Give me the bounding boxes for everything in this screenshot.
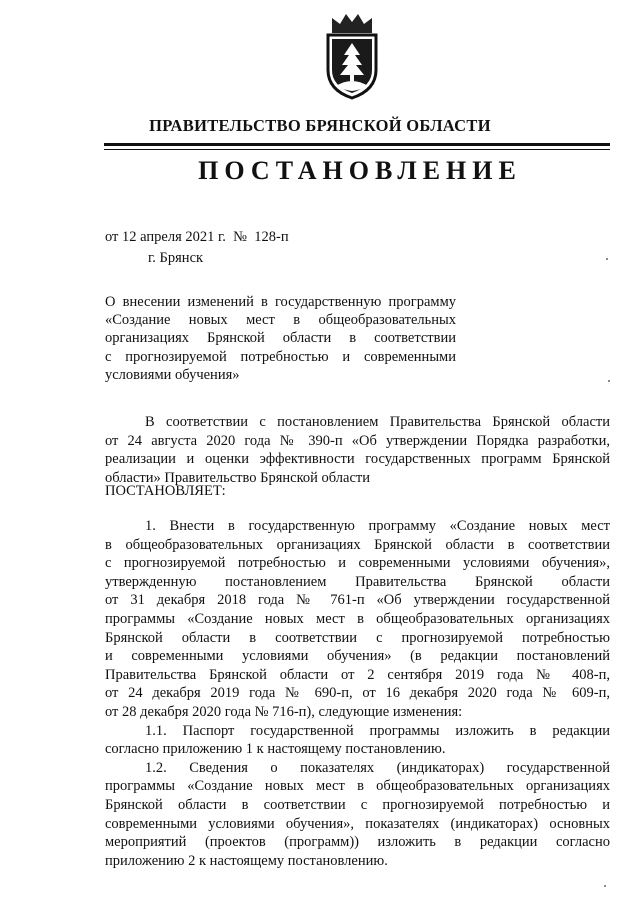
subject-line: условиями обучения» — [105, 366, 240, 383]
body-line: утвержденную постановлением Правительства Брянской области — [105, 573, 610, 590]
document-date-number: от 12 апреля 2021 г. № 128-п — [105, 229, 289, 245]
subject-line: с прогнозируемой потребностью и современными — [105, 348, 456, 365]
document-title: ПОСТАНОВЛЕНИЕ — [198, 156, 522, 185]
body-line: от 24 декабря 2019 года № 690-п, от 16 декабря 2020 года № 609-п, — [105, 685, 610, 702]
body-line: реализации и оценки эффективности государственных программ Брянской — [105, 451, 610, 468]
body-line: Брянской области в соответствии с прогнозируемой потребностью и — [105, 796, 610, 813]
subject-line: О внесении изменений в государственную программу — [105, 294, 456, 310]
body-line: современными условиями обучения», показателях (индикаторах) основных — [105, 815, 610, 832]
body-line: 1.2. Сведения о показателях (индикаторах) государственной — [145, 759, 610, 776]
bryansk-coat-of-arms-icon — [318, 10, 386, 102]
document-city: г. Брянск — [148, 250, 204, 266]
body-line: программы «Создание новых мест в общеобразовательных организациях — [105, 610, 610, 627]
body-line: согласно приложению 1 к настоящему постановлению. — [105, 741, 446, 758]
header-rule-thick — [104, 143, 610, 146]
body-line: В соответствии с постановлением Правительства Брянской области — [145, 414, 610, 430]
body-line: области» Правительство Брянской области — [105, 469, 370, 486]
decree-items — [105, 517, 610, 870]
scan-speck — [604, 885, 606, 887]
body-line: Правительства Брянской области от 2 сентября 2019 года № 408-п, — [105, 666, 610, 683]
preamble-paragraph — [105, 413, 610, 487]
body-line: с прогнозируемой потребностью и современными условиями обучения», — [105, 555, 610, 572]
body-line: в общеобразовательных организациях Брянской области в соответствии — [105, 536, 610, 553]
body-line: от 31 декабря 2018 года № 761-п «Об утверждении государственной — [105, 592, 610, 609]
decree-word — [105, 482, 610, 501]
subject-line: «Создание новых мест в общеобразовательных — [105, 312, 456, 329]
body-line: мероприятий (проектов (программ)) изложить в редакции согласно — [105, 834, 610, 851]
body-line: приложению 2 к настоящему постановлению. — [105, 852, 388, 869]
org-title: ПРАВИТЕЛЬСТВО БРЯНСКОЙ ОБЛАСТИ — [149, 116, 491, 135]
body-line: и современными условиями обучения» (в редакции постановлений — [105, 648, 610, 665]
body-line: программы «Создание новых мест в общеобразовательных организациях — [105, 778, 610, 795]
body-line: 1. Внести в государственную программу «Создание новых мест — [145, 518, 610, 534]
scan-speck — [608, 380, 610, 382]
body-line: от 28 декабря 2020 года № 716-п), следующие изменения: — [105, 703, 463, 720]
subject-line: организациях Брянской области в соответствии — [105, 330, 456, 347]
document-subject — [105, 293, 456, 384]
decree-word-text: ПОСТАНОВЛЯЕТ: — [105, 483, 226, 499]
header-rule-thin — [104, 149, 610, 150]
scan-speck — [606, 258, 608, 260]
body-line: Брянской области в соответствии с прогнозируемой потребностью — [105, 629, 610, 646]
body-line: от 24 августа 2020 года № 390-п «Об утверждении Порядка разработки, — [105, 432, 610, 449]
body-line: 1.1. Паспорт государственной программы изложить в редакции — [145, 722, 610, 739]
